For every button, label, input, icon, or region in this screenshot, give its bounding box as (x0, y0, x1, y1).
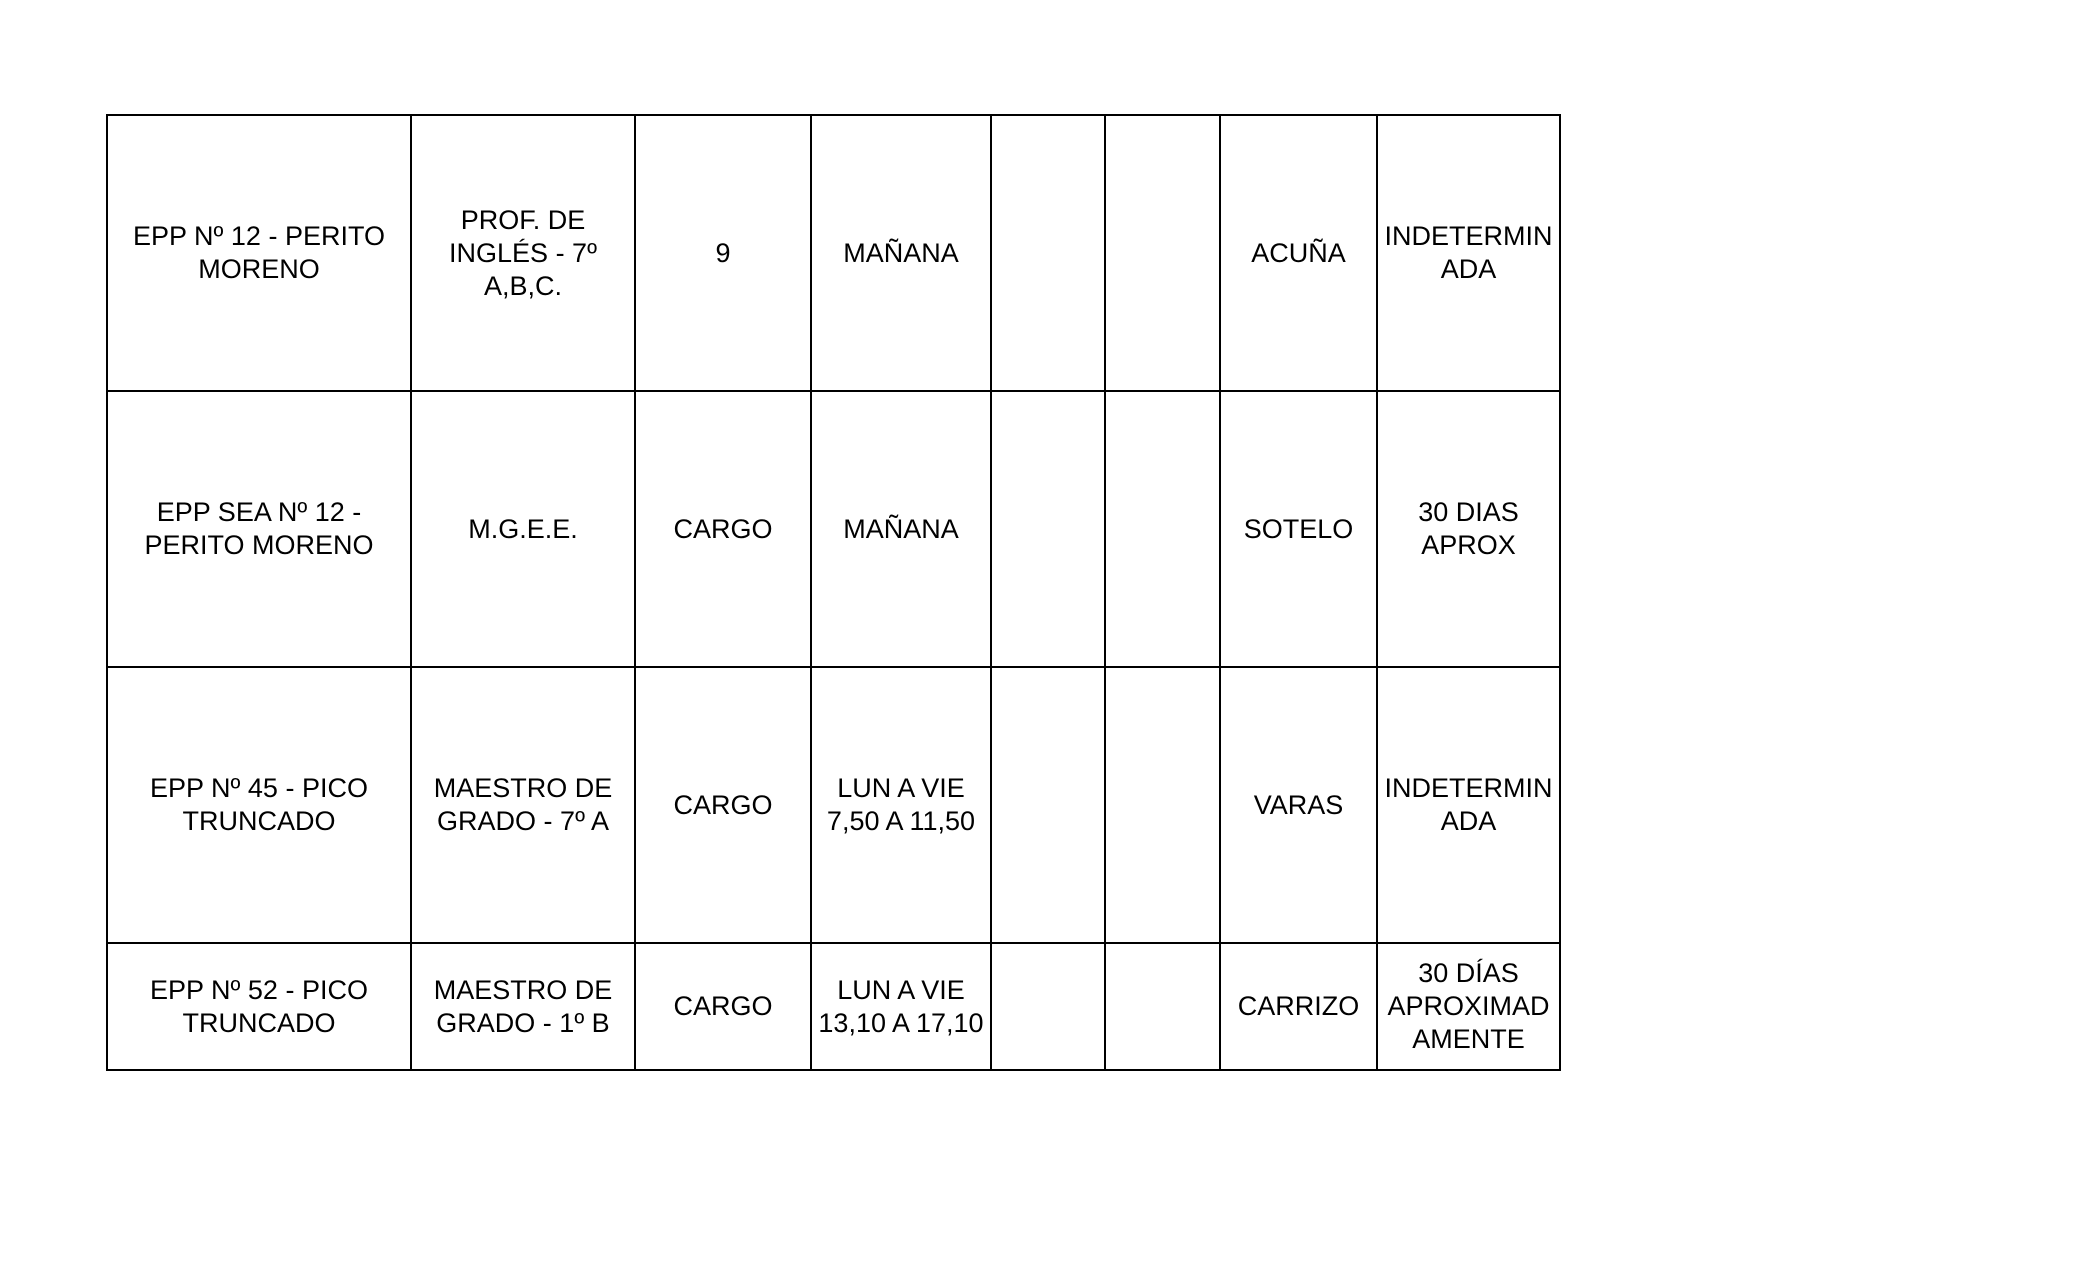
name-text: VARAS (1253, 789, 1344, 820)
duration-text: 30 DÍAS APROXIMAD AMENTE (1387, 958, 1550, 1054)
position-text: PROF. DE INGLÉS - 7º A,B,C. (449, 204, 597, 301)
position-cell (411, 115, 635, 391)
duration-cell (1377, 115, 1560, 391)
table-row (107, 391, 1560, 667)
duration-text: INDETERMIN ADA (1384, 221, 1553, 284)
shift-text: LUN A VIE 7,50 A 11,50 (826, 773, 976, 836)
empty-cell (1105, 667, 1220, 943)
table-row (107, 943, 1560, 1070)
school-cell (107, 391, 411, 667)
position-text: M.G.E.E. (468, 513, 578, 544)
position-text: MAESTRO DE GRADO - 1º B (433, 974, 613, 1038)
shift-text: MAÑANA (843, 237, 959, 268)
duration-cell (1377, 943, 1560, 1070)
shift-cell (811, 943, 991, 1070)
shift-cell (811, 667, 991, 943)
name-text: CARRIZO (1237, 991, 1360, 1021)
hours-cell (635, 943, 811, 1070)
position-text: MAESTRO DE GRADO - 7º A (433, 773, 613, 836)
shift-text: MAÑANA (843, 513, 959, 544)
empty-cell (1105, 115, 1220, 391)
name-cell (1220, 667, 1377, 943)
hours-cell (635, 667, 811, 943)
name-cell (1220, 391, 1377, 667)
duration-cell (1377, 667, 1560, 943)
duration-cell (1377, 391, 1560, 667)
empty-cell (991, 115, 1105, 391)
data-table (106, 114, 1561, 1071)
name-cell (1220, 115, 1377, 391)
empty-cell (991, 943, 1105, 1070)
hours-cell (635, 115, 811, 391)
empty-cell (1105, 943, 1220, 1070)
position-cell (411, 667, 635, 943)
name-cell (1220, 943, 1377, 1070)
hours-cell (635, 391, 811, 667)
shift-cell (811, 391, 991, 667)
school-cell (107, 667, 411, 943)
empty-cell (991, 391, 1105, 667)
name-text: ACUÑA (1251, 237, 1346, 268)
duration-text: 30 DIAS APROX (1418, 497, 1519, 560)
hours-text: CARGO (673, 991, 773, 1021)
school-text: EPP SEA Nº 12 - PERITO MORENO (144, 497, 374, 560)
position-cell (411, 391, 635, 667)
position-cell (411, 943, 635, 1070)
school-cell (107, 115, 411, 391)
hours-text: 9 (715, 237, 731, 268)
shift-text: LUN A VIE 13,10 A 17,10 (818, 974, 984, 1038)
school-cell (107, 943, 411, 1070)
school-text: EPP Nº 45 - PICO TRUNCADO (150, 773, 368, 836)
table-row (107, 667, 1560, 943)
shift-cell (811, 115, 991, 391)
name-text: SOTELO (1243, 513, 1354, 544)
hours-text: CARGO (673, 789, 773, 820)
duration-text: INDETERMIN ADA (1384, 773, 1553, 836)
empty-cell (991, 667, 1105, 943)
hours-text: CARGO (673, 513, 773, 544)
school-text: EPP Nº 12 - PERITO MORENO (133, 221, 385, 284)
school-text: EPP Nº 52 - PICO TRUNCADO (150, 974, 368, 1038)
empty-cell (1105, 391, 1220, 667)
table-row (107, 115, 1560, 391)
